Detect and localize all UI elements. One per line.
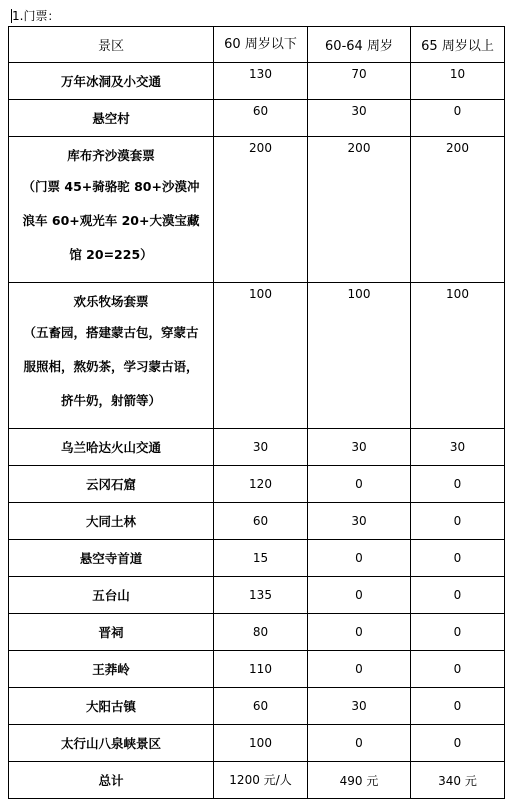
- attraction-name: 乌兰哈达火山交通: [9, 429, 214, 466]
- table-row: [9, 137, 505, 283]
- price-cell: 10: [411, 63, 505, 100]
- price-cell: 100: [214, 283, 308, 429]
- table-row: [9, 503, 505, 540]
- price-cell: 0: [411, 688, 505, 725]
- price-cell: 100: [214, 725, 308, 762]
- attraction-name: 晋祠: [9, 614, 214, 651]
- section-heading: 1.门票：: [12, 9, 60, 23]
- price-cell: 200: [411, 137, 505, 283]
- price-cell: 0: [411, 651, 505, 688]
- total-cell: 490 元: [308, 762, 411, 799]
- price-cell: 60: [214, 503, 308, 540]
- header-cell: 65 周岁以上: [411, 27, 505, 63]
- price-cell: 0: [308, 614, 411, 651]
- price-cell: 0: [308, 540, 411, 577]
- price-cell: 0: [308, 577, 411, 614]
- price-cell: 100: [308, 283, 411, 429]
- price-cell: 200: [308, 137, 411, 283]
- table-header-row: [9, 27, 505, 63]
- price-cell: 0: [411, 466, 505, 503]
- price-cell: 70: [308, 63, 411, 100]
- total-label: 总计: [9, 762, 214, 799]
- header-cell: 景区: [9, 27, 214, 63]
- table-row: [9, 63, 505, 100]
- price-cell: 0: [411, 614, 505, 651]
- price-cell: 0: [411, 100, 505, 137]
- attraction-name: 大阳古镇: [9, 688, 214, 725]
- table-row: [9, 577, 505, 614]
- package-detail: 浪车 60+观光车 20+大漠宝藏: [22, 213, 200, 228]
- attraction-package: [9, 283, 214, 429]
- price-cell: 30: [308, 503, 411, 540]
- price-cell: 130: [214, 63, 308, 100]
- price-cell: 100: [411, 283, 505, 429]
- attraction-name: 悬空寺首道: [9, 540, 214, 577]
- price-cell: 30: [214, 429, 308, 466]
- table-row: [9, 540, 505, 577]
- price-cell: 0: [308, 651, 411, 688]
- price-cell: 30: [411, 429, 505, 466]
- price-cell: 200: [214, 137, 308, 283]
- price-cell: 120: [214, 466, 308, 503]
- attraction-name: 库布齐沙漠套票: [67, 148, 155, 163]
- price-cell: 30: [308, 688, 411, 725]
- table-row: [9, 688, 505, 725]
- table-row: [9, 651, 505, 688]
- total-cell: 1200 元/人: [214, 762, 308, 799]
- attraction-name: 太行山八泉峡景区: [9, 725, 214, 762]
- package-detail: （五畜园，搭建蒙古包，穿蒙古: [23, 325, 199, 340]
- total-row: [9, 762, 505, 799]
- attraction-name: 万年冰洞及小交通: [9, 63, 214, 100]
- price-cell: 0: [411, 503, 505, 540]
- price-cell: 0: [411, 577, 505, 614]
- table-row: [9, 466, 505, 503]
- attraction-name: 大同土林: [9, 503, 214, 540]
- package-detail: 馆 20=225）: [69, 247, 153, 262]
- package-detail: （门票 45+骑骆驼 80+沙漠冲: [22, 179, 200, 194]
- price-cell: 0: [411, 540, 505, 577]
- price-cell: 30: [308, 100, 411, 137]
- price-cell: 135: [214, 577, 308, 614]
- package-detail: 挤牛奶，射箭等）: [60, 393, 161, 408]
- table-row: [9, 283, 505, 429]
- price-cell: 60: [214, 688, 308, 725]
- total-cell: 340 元: [411, 762, 505, 799]
- table-row: [9, 100, 505, 137]
- price-cell: 0: [308, 466, 411, 503]
- price-cell: 30: [308, 429, 411, 466]
- header-cell: 60-64 周岁: [308, 27, 411, 63]
- price-cell: 15: [214, 540, 308, 577]
- price-cell: 0: [308, 725, 411, 762]
- attraction-package: [9, 137, 214, 283]
- table-row: [9, 429, 505, 466]
- attraction-name: 悬空村: [9, 100, 214, 137]
- attraction-name: 欢乐牧场套票: [73, 294, 149, 309]
- attraction-name: 王莽岭: [9, 651, 214, 688]
- ticket-price-table: [8, 26, 505, 799]
- package-detail: 服照相，熬奶茶，学习蒙古语，: [23, 359, 199, 374]
- price-cell: 80: [214, 614, 308, 651]
- table-row: [9, 614, 505, 651]
- price-cell: 0: [411, 725, 505, 762]
- header-cell: 60 周岁以下: [214, 27, 308, 63]
- price-cell: 60: [214, 100, 308, 137]
- attraction-name: 五台山: [9, 577, 214, 614]
- price-cell: 110: [214, 651, 308, 688]
- table-row: [9, 725, 505, 762]
- attraction-name: 云冈石窟: [9, 466, 214, 503]
